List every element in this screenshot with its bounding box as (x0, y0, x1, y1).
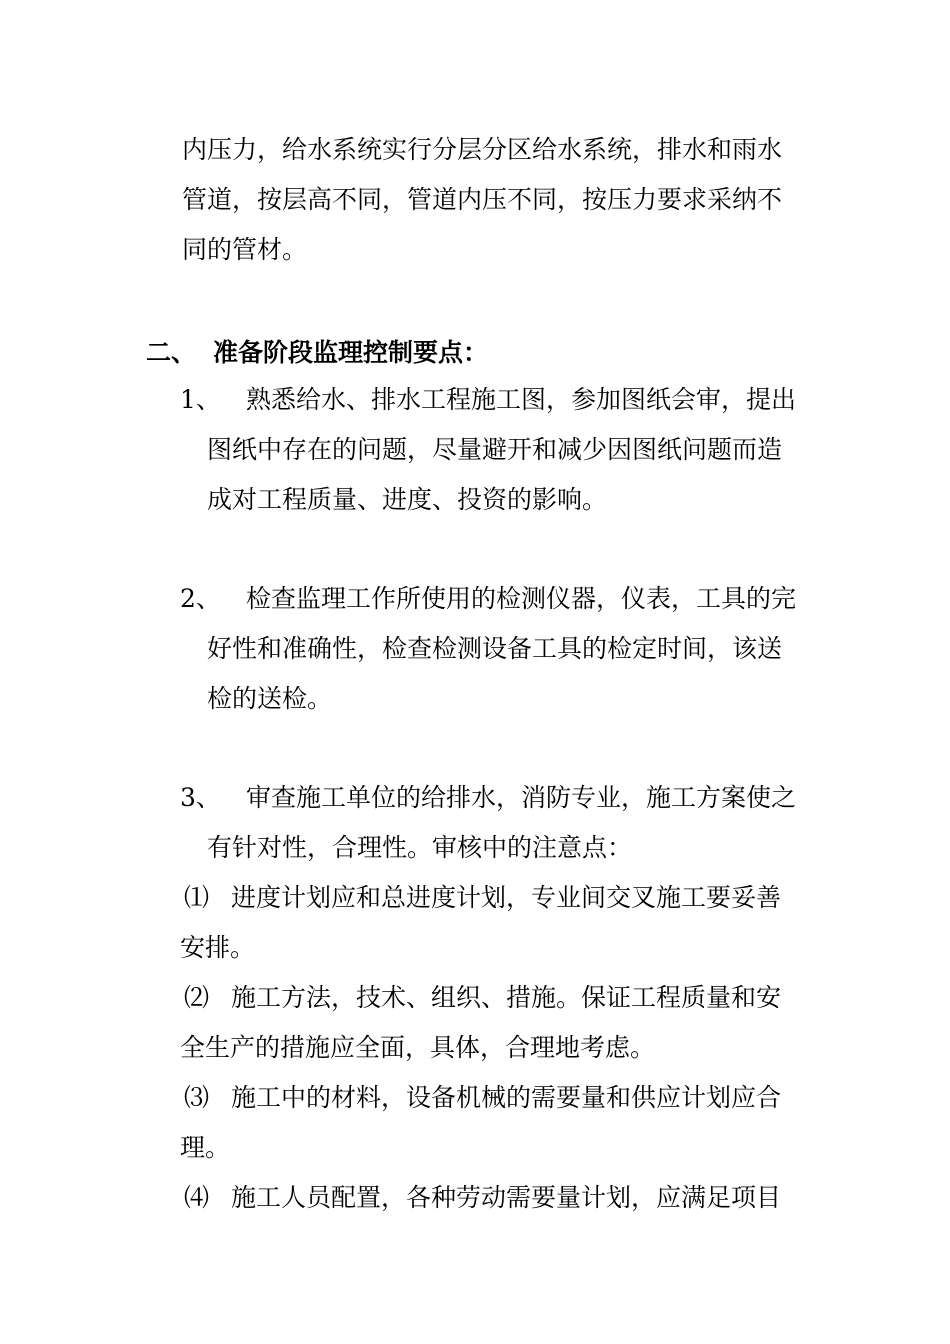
subpoint-text: 施工方法，技术、组织、措施。保证工程质量和安 (231, 983, 782, 1012)
item-text: 检查监理工作所使用的检测仪器，仪表，工具的完 (246, 584, 797, 613)
intro-line: 同的管材。 (182, 235, 308, 264)
item-number: 2、 (180, 584, 221, 613)
item-text: 审查施工单位的给排水，消防专业，施工方案使之 (246, 783, 797, 812)
section-number: 二、 (146, 338, 197, 367)
item-text: 图纸中存在的问题，尽量避开和减少因图纸问题而造 (207, 435, 783, 464)
item-text: 好性和准确性，检查检测设备工具的检定时间，该送 (207, 634, 783, 663)
item-number: 1、 (180, 385, 221, 414)
subpoint-marker: ⑷ (184, 1183, 210, 1212)
subpoint-text: 全生产的措施应全面，具体，合理地考虑。 (180, 1033, 656, 1062)
item-text: 有针对性，合理性。审核中的注意点： (207, 833, 633, 862)
subpoint-marker: ⑵ (184, 983, 210, 1012)
subpoint-marker: ⑶ (184, 1083, 210, 1112)
subpoint-marker: ⑴ (184, 883, 210, 912)
subpoint-text: 理。 (180, 1133, 231, 1162)
subpoint-text: 施工中的材料，设备机械的需要量和供应计划应合 (231, 1083, 782, 1112)
subpoint-text: 施工人员配置，各种劳动需要量计划，应满足项目 (231, 1183, 782, 1212)
intro-line: 管道，按层高不同，管道内压不同，按压力要求采纳不 (182, 185, 783, 214)
subpoint-text: 进度计划应和总进度计划，专业间交叉施工要妥善 (231, 883, 782, 912)
subpoint-text: 安排。 (180, 933, 256, 962)
section-title: 准备阶段监理控制要点： (213, 338, 489, 367)
item-text: 成对工程质量、进度、投资的影响。 (207, 485, 608, 514)
intro-line: 内压力，给水系统实行分层分区给水系统，排水和雨水 (182, 135, 783, 164)
item-text: 检的送检。 (207, 684, 333, 713)
item-number: 3、 (180, 783, 221, 812)
item-text: 熟悉给水、排水工程施工图，参加图纸会审，提出 (246, 385, 797, 414)
